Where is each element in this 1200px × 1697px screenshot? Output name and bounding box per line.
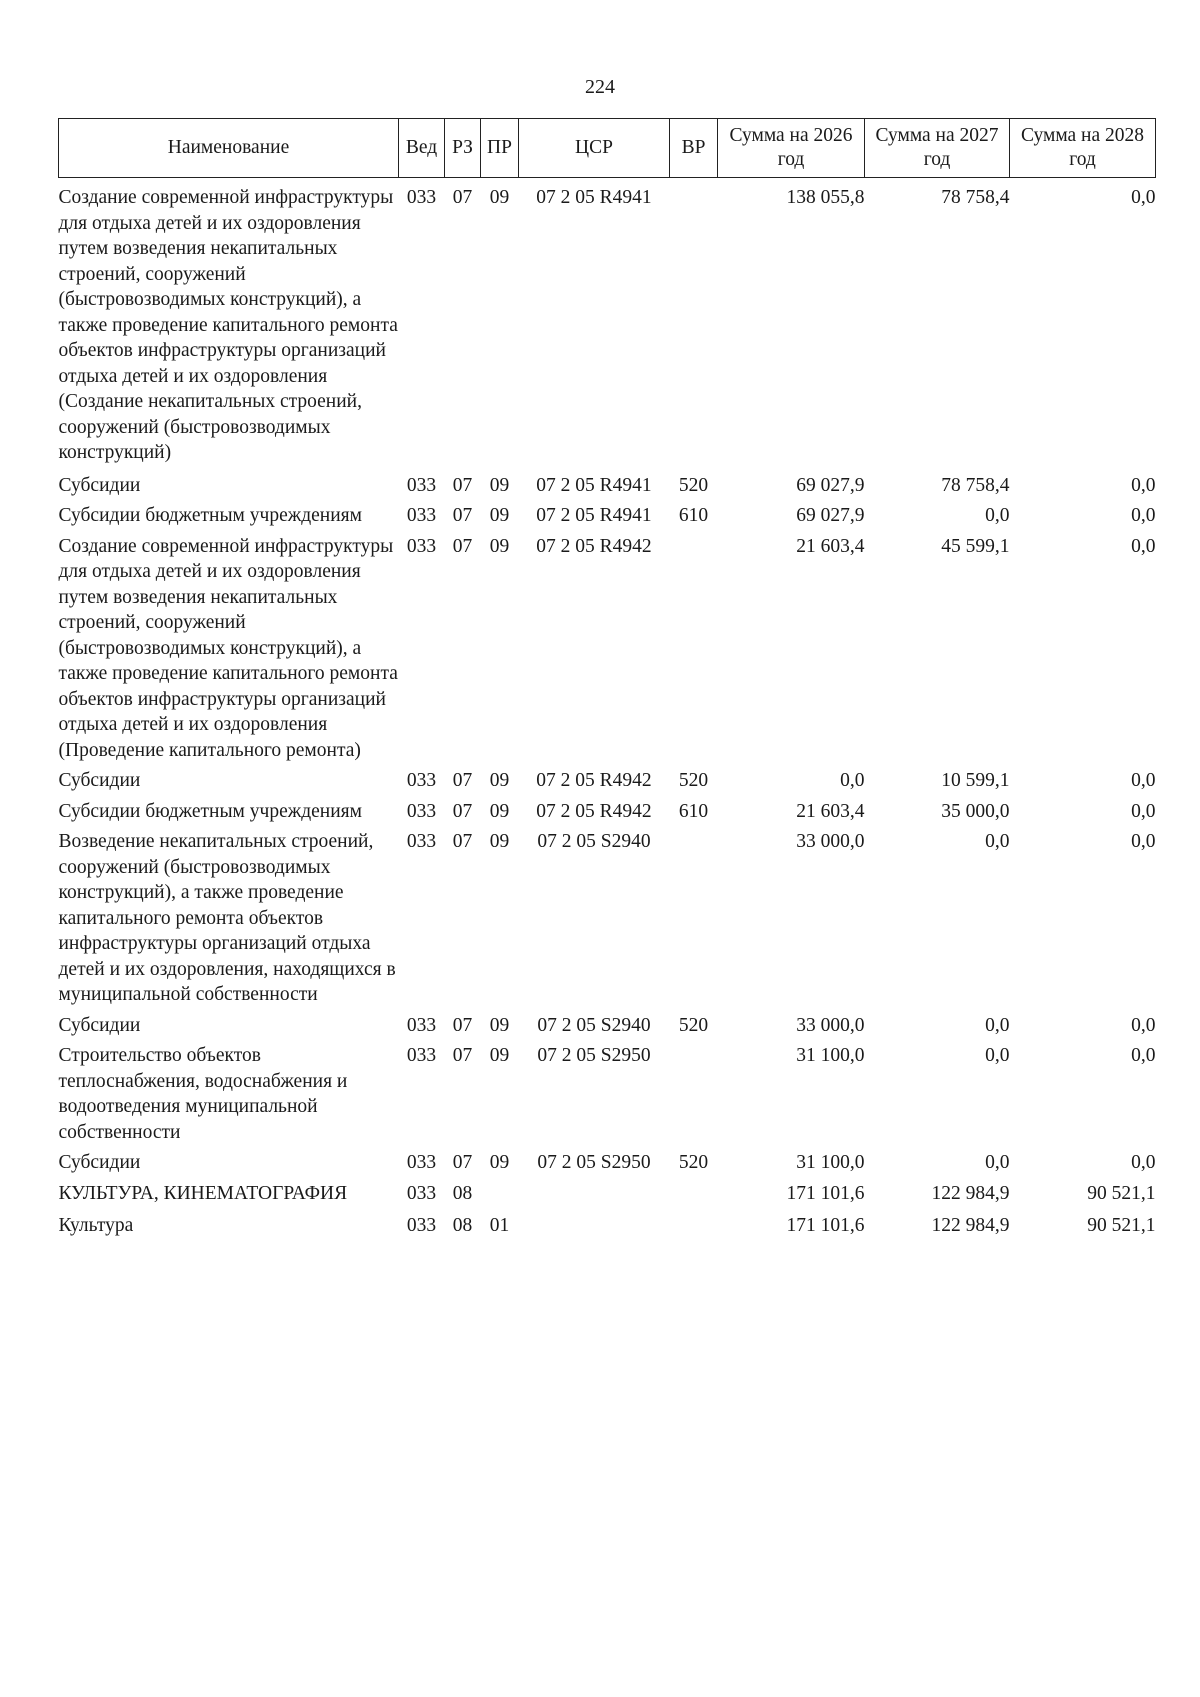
row-name: Субсидии xyxy=(58,1014,141,1036)
row-sum-2026: 21 603,4 xyxy=(796,535,865,557)
table-row xyxy=(59,1148,1156,1179)
row-sum-2027: 45 599,1 xyxy=(941,535,1010,557)
row-vr xyxy=(670,178,718,471)
table-row xyxy=(59,1011,1156,1042)
row-ved: 033 xyxy=(406,770,437,791)
row-pr: 09 xyxy=(489,187,510,208)
row-rz: 07 xyxy=(452,187,473,208)
row-name: Субсидии xyxy=(58,474,141,496)
row-pr: 09 xyxy=(489,505,510,526)
row-sum-2027: 0,0 xyxy=(985,505,1010,526)
row-pr: 09 xyxy=(489,1152,510,1173)
header-csr: ЦСР xyxy=(519,119,670,178)
row-pr: 09 xyxy=(489,770,510,791)
row-vr: 520 xyxy=(678,1014,709,1036)
row-sum-2028: 0,0 xyxy=(1131,831,1156,852)
row-name: Создание современной инфраструктуры для отдыха детей и их оздоровления путем возведения некапитальных строений, сооружений (быстровозводимых конструкций), а также проведение капитального ремонта объектов инфраструктуры организаций отдыха детей и их оздоровления (Создание некапитальных строений, сооружений (быстровозводимых конструкций) xyxy=(58,187,398,463)
row-pr: 09 xyxy=(489,474,510,496)
row-ved: 033 xyxy=(406,535,437,557)
row-pr: 09 xyxy=(489,535,510,557)
row-sum-2027: 78 758,4 xyxy=(941,474,1010,496)
row-vr xyxy=(670,532,718,767)
row-csr: 07 2 05 S2950 xyxy=(537,1045,651,1066)
row-sum-2028: 0,0 xyxy=(1131,1014,1156,1036)
table-body xyxy=(59,178,1156,1244)
row-rz: 08 xyxy=(452,1215,473,1236)
row-sum-2026: 0,0 xyxy=(840,770,865,791)
row-vr xyxy=(670,827,718,1011)
table-row xyxy=(59,532,1156,767)
table-row xyxy=(59,178,1156,471)
row-vr xyxy=(670,1041,718,1148)
row-pr: 09 xyxy=(489,1045,510,1066)
header-sum-2028: Сумма на 2028 год xyxy=(1010,119,1156,178)
row-ved: 033 xyxy=(406,505,437,526)
row-name: Субсидии xyxy=(58,1152,141,1173)
row-sum-2028: 0,0 xyxy=(1131,505,1156,526)
row-pr: 09 xyxy=(489,800,510,822)
row-csr: 07 2 05 R4941 xyxy=(536,505,652,526)
row-sum-2027: 0,0 xyxy=(985,831,1010,852)
row-csr: 07 2 05 S2950 xyxy=(537,1152,651,1173)
row-sum-2026: 33 000,0 xyxy=(796,1014,865,1036)
header-pr: ПР xyxy=(481,119,519,178)
row-sum-2027: 0,0 xyxy=(985,1045,1010,1066)
row-ved: 033 xyxy=(406,1152,437,1173)
row-sum-2027: 35 000,0 xyxy=(941,800,1010,822)
row-sum-2028: 0,0 xyxy=(1131,800,1156,822)
row-ved: 033 xyxy=(406,800,437,822)
header-name: Наименование xyxy=(59,119,399,178)
row-ved: 033 xyxy=(406,1014,437,1036)
row-sum-2026: 171 101,6 xyxy=(786,1215,865,1236)
row-sum-2026: 21 603,4 xyxy=(796,800,865,822)
header-ved: Вед xyxy=(399,119,445,178)
row-ved: 033 xyxy=(406,1182,437,1204)
row-rz: 07 xyxy=(452,1045,473,1066)
row-vr: 610 xyxy=(678,505,709,526)
table-row xyxy=(59,766,1156,797)
row-csr: 07 2 05 R4942 xyxy=(536,800,652,822)
row-sum-2026: 138 055,8 xyxy=(786,187,865,208)
row-ved: 033 xyxy=(406,187,437,208)
row-csr: 07 2 05 S2940 xyxy=(537,831,651,852)
row-vr xyxy=(670,1179,718,1210)
row-rz: 08 xyxy=(452,1182,473,1204)
row-rz: 07 xyxy=(452,1014,473,1036)
row-sum-2026: 69 027,9 xyxy=(796,505,865,526)
row-name: Культура xyxy=(58,1215,134,1236)
header-sum-2027: Сумма на 2027 год xyxy=(865,119,1010,178)
row-csr xyxy=(519,1179,670,1210)
row-vr: 610 xyxy=(678,800,709,822)
row-rz: 07 xyxy=(452,1152,473,1173)
table-header xyxy=(59,119,1156,178)
row-sum-2028: 0,0 xyxy=(1131,770,1156,791)
row-rz: 07 xyxy=(452,831,473,852)
table-row xyxy=(59,1041,1156,1148)
row-sum-2027: 0,0 xyxy=(985,1014,1010,1036)
row-sum-2027: 78 758,4 xyxy=(941,187,1010,208)
row-rz: 07 xyxy=(452,800,473,822)
row-csr: 07 2 05 S2940 xyxy=(537,1014,651,1036)
row-pr: 01 xyxy=(489,1215,510,1236)
row-rz: 07 xyxy=(452,505,473,526)
row-csr: 07 2 05 R4942 xyxy=(536,535,652,557)
table-row xyxy=(59,827,1156,1011)
row-name: Субсидии xyxy=(58,770,141,791)
row-ved: 033 xyxy=(406,831,437,852)
row-ved: 033 xyxy=(406,474,437,496)
row-sum-2027: 122 984,9 xyxy=(931,1215,1010,1236)
row-name: Субсидии бюджетным учреждениям xyxy=(58,800,362,822)
row-vr: 520 xyxy=(678,770,709,791)
row-vr: 520 xyxy=(678,474,709,496)
row-sum-2028: 0,0 xyxy=(1131,535,1156,557)
row-sum-2028: 0,0 xyxy=(1131,1045,1156,1066)
page-number: 224 xyxy=(585,76,615,98)
row-pr: 09 xyxy=(489,831,510,852)
row-name: Возведение некапитальных строений, сооружений (быстровозводимых конструкций), а также проведение капитального ремонта объектов инфраструктуры организаций отдыха детей и их оздоровления, находящихся в муниципальной собственности xyxy=(58,831,396,1005)
row-sum-2027: 10 599,1 xyxy=(941,770,1010,791)
row-name: Субсидии бюджетным учреждениям xyxy=(58,505,362,526)
row-sum-2028: 90 521,1 xyxy=(1087,1182,1156,1204)
row-ved: 033 xyxy=(406,1045,437,1066)
table-row xyxy=(59,471,1156,502)
header-rz: РЗ xyxy=(445,119,481,178)
row-csr: 07 2 05 R4942 xyxy=(536,770,652,791)
row-sum-2027: 122 984,9 xyxy=(931,1182,1010,1204)
row-sum-2026: 33 000,0 xyxy=(796,831,865,852)
table-row xyxy=(59,797,1156,828)
budget-table xyxy=(58,118,1156,1244)
row-sum-2028: 0,0 xyxy=(1131,1152,1156,1173)
row-vr xyxy=(670,1209,718,1244)
row-rz: 07 xyxy=(452,770,473,791)
row-name: Строительство объектов теплоснабжения, водоснабжения и водоотведения муниципальной собственности xyxy=(58,1045,348,1143)
table-row xyxy=(59,1179,1156,1210)
row-name: КУЛЬТУРА, КИНЕМАТОГРАФИЯ xyxy=(58,1182,348,1204)
row-rz: 07 xyxy=(452,535,473,557)
row-rz: 07 xyxy=(452,474,473,496)
row-pr: 09 xyxy=(489,1014,510,1036)
row-csr: 07 2 05 R4941 xyxy=(536,474,652,496)
row-csr: 07 2 05 R4941 xyxy=(536,187,652,208)
row-pr xyxy=(481,1179,519,1210)
row-ved: 033 xyxy=(406,1215,437,1236)
row-sum-2026: 171 101,6 xyxy=(786,1182,865,1204)
row-sum-2026: 31 100,0 xyxy=(796,1045,865,1066)
header-sum-2026: Сумма на 2026 год xyxy=(718,119,865,178)
row-sum-2028: 90 521,1 xyxy=(1087,1215,1156,1236)
row-sum-2026: 31 100,0 xyxy=(796,1152,865,1173)
row-sum-2028: 0,0 xyxy=(1131,474,1156,496)
row-vr: 520 xyxy=(678,1152,709,1173)
table-row xyxy=(59,1209,1156,1244)
row-csr xyxy=(519,1209,670,1244)
row-name: Создание современной инфраструктуры для отдыха детей и их оздоровления путем возведения некапитальных строений, сооружений (быстровозводимых конструкций), а также проведение капитального ремонта объектов инфраструктуры организаций отдыха детей и их оздоровления (Проведение капитального ремонта) xyxy=(58,535,398,761)
row-sum-2026: 69 027,9 xyxy=(796,474,865,496)
row-sum-2028: 0,0 xyxy=(1131,187,1156,208)
row-sum-2027: 0,0 xyxy=(985,1152,1010,1173)
table-row xyxy=(59,501,1156,532)
header-vr: ВР xyxy=(670,119,718,178)
